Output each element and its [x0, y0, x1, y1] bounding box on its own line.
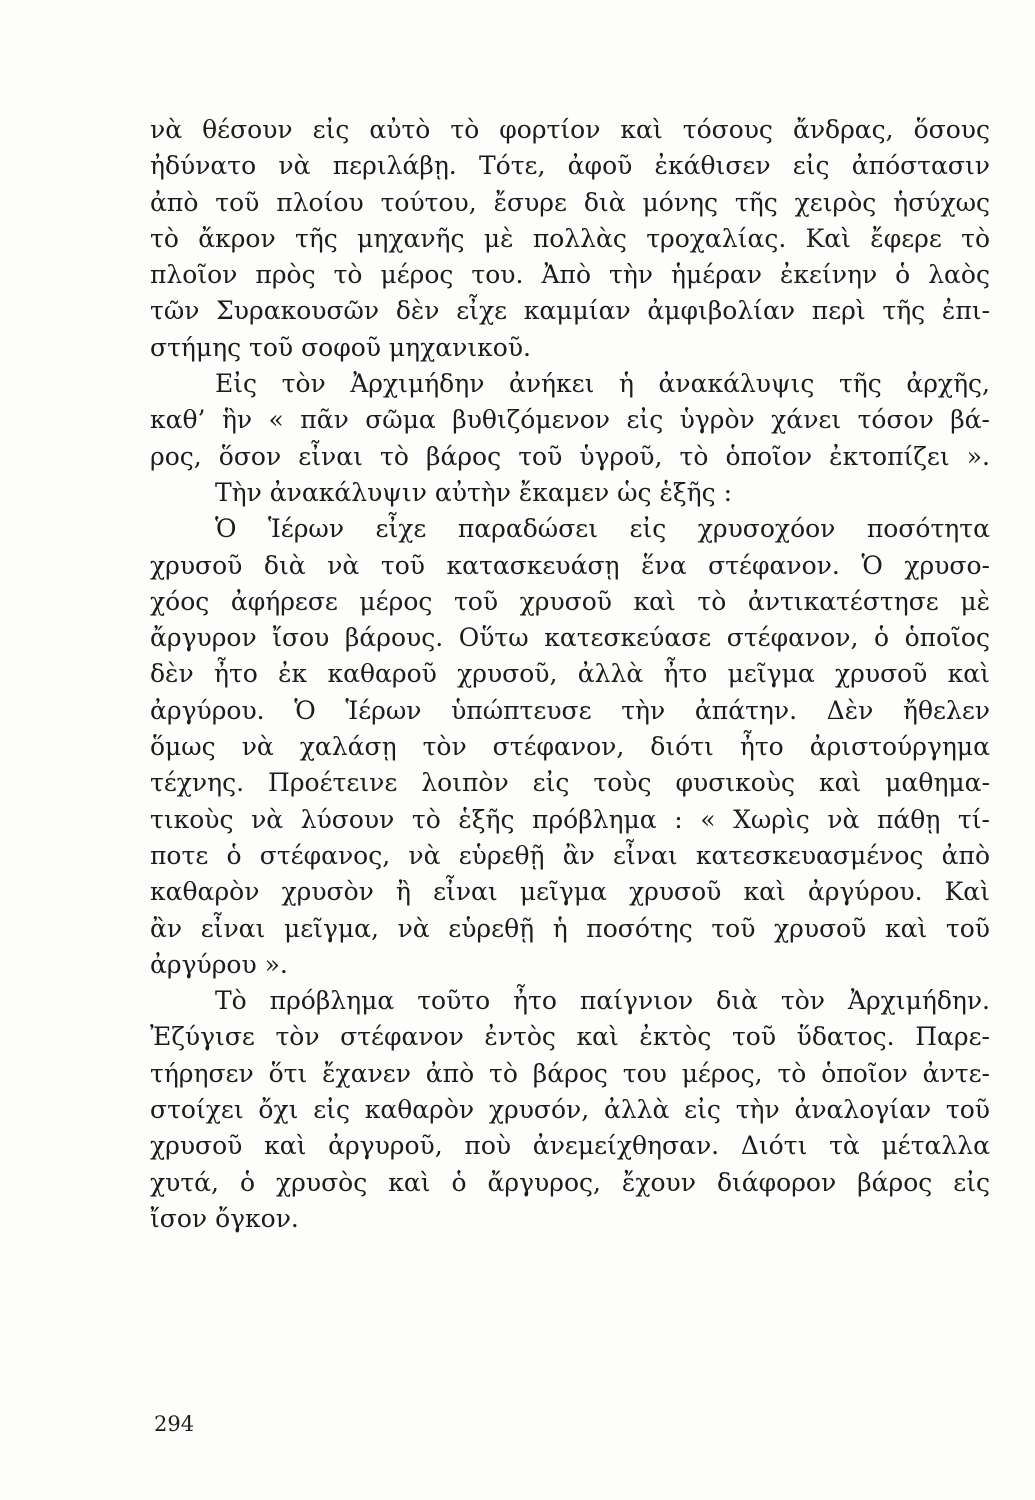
text-line: Ἐζύγισε τὸν στέφανον ἐντὸς καὶ ἐκτὸς τοῦ ὕδατος. Παρε-	[150, 1022, 990, 1052]
text-line: Εἰς τὸν Ἀρχιμήδην ἀνήκει ἡ ἀνακάλυψις τῆς ἀρχῆς,	[215, 369, 990, 399]
text-line: τὸ ἄκρον τῆς μηχανῆς μὲ πολλὰς τροχαλίας. Καὶ ἔφερε τὸ	[150, 223, 990, 253]
text-line: χυτά, ὁ χρυσὸς καὶ ὁ ἄργυρος, ἔχουν διάφορον βάρος εἰς	[150, 1167, 990, 1197]
text-line: πλοῖον πρὸς τὸ μέρος του. Ἀπὸ τὴν ἡμέραν ἐκείνην ὁ λαὸς	[150, 260, 990, 290]
text-line: ἂν εἶναι μεῖγμα, νὰ εὑρεθῇ ἡ ποσότης τοῦ χρυσοῦ καὶ τοῦ	[150, 913, 990, 943]
paragraph	[150, 366, 990, 475]
page-number: 294	[154, 1412, 195, 1436]
text-line: στοίχει ὄχι εἰς καθαρὸν χρυσόν, ἀλλὰ εἰς τὴν ἀναλογίαν τοῦ	[150, 1095, 990, 1125]
paragraph	[150, 475, 990, 511]
text-line: χόος ἀφήρεσε μέρος τοῦ χρυσοῦ καὶ τὸ ἀντικατέστησε μὲ	[150, 586, 990, 616]
paragraph	[150, 983, 990, 1237]
body-text	[150, 112, 990, 1237]
paragraph	[150, 511, 990, 983]
text-line: νὰ θέσουν εἰς αὐτὸ τὸ φορτίον καὶ τόσους ἄνδρας, ὅσους	[150, 115, 990, 144]
paragraph	[150, 112, 990, 366]
text-line: τῶν Συρακουσῶν δὲν εἶχε καμμίαν ἀμφιβολίαν περὶ τῆς ἐπι-	[150, 296, 990, 326]
text-line: ρος, ὅσον εἶναι τὸ βάρος τοῦ ὑγροῦ, τὸ ὁποῖον ἐκτοπίζει ».	[150, 441, 990, 471]
text-line: χρυσοῦ διὰ νὰ τοῦ κατασκευάσῃ ἕνα στέφανον. Ὁ χρυσο-	[150, 550, 990, 580]
text-line: ἠδύνατο νὰ περιλάβῃ. Τότε, ἀφοῦ ἐκάθισεν εἰς ἀπόστασιν	[150, 151, 990, 181]
text-line: ἀργύρου ».	[150, 949, 288, 979]
text-line: τήρησεν ὅτι ἔχανεν ἀπὸ τὸ βάρος του μέρος, τὸ ὁποῖον ἀντε-	[150, 1058, 990, 1088]
text-line: ἀργύρου. Ὁ Ἱέρων ὑπώπτευσε τὴν ἀπάτην. Δὲν ἤθελεν	[150, 695, 990, 725]
text-line: ἀπὸ τοῦ πλοίου τούτου, ἔσυρε διὰ μόνης τῆς χειρὸς ἡσύχως	[150, 187, 990, 217]
text-line: καθαρὸν χρυσὸν ἢ εἶναι μεῖγμα χρυσοῦ καὶ ἀργύρου. Καὶ	[150, 877, 990, 907]
text-line: ὅμως νὰ χαλάσῃ τὸν στέφανον, διότι ἦτο ἀριστούργημα	[150, 732, 990, 762]
text-line: ἄργυρον ἴσου βάρους. Οὕτω κατεσκεύασε στέφανον, ὁ ὁποῖος	[150, 623, 990, 653]
text-line: ἴσον ὄγκον.	[150, 1203, 299, 1233]
text-line: δὲν ἦτο ἐκ καθαροῦ χρυσοῦ, ἀλλὰ ἦτο μεῖγμα χρυσοῦ καὶ	[150, 659, 990, 689]
text-line: Ὁ Ἱέρων εἶχε παραδώσει εἰς χρυσοχόον ποσότητα	[215, 514, 990, 544]
text-line: Τὸ πρόβλημα τοῦτο ἦτο παίγνιον διὰ τὸν Ἀρχιμήδην.	[215, 986, 990, 1016]
text-line: τέχνης. Προέτεινε λοιπὸν εἰς τοὺς φυσικοὺς καὶ μαθημα-	[150, 768, 990, 798]
text-line: τικοὺς νὰ λύσουν τὸ ἑξῆς πρόβλημα : « Χωρὶς νὰ πάθῃ τί-	[150, 804, 990, 834]
text-line: καθ’ ἣν « πᾶν σῶμα βυθιζόμενον εἰς ὑγρὸν χάνει τόσον βά-	[150, 405, 990, 435]
text-line: ποτε ὁ στέφανος, νὰ εὑρεθῇ ἂν εἶναι κατεσκευασμένος ἀπὸ	[150, 840, 990, 870]
text-line: χρυσοῦ καὶ ἀργυροῦ, ποὺ ἀνεμείχθησαν. Διότι τὰ μέταλλα	[150, 1131, 990, 1161]
text-line: Τὴν ἀνακάλυψιν αὐτὴν ἔκαμεν ὡς ἑξῆς :	[215, 477, 733, 507]
text-line: στήμης τοῦ σοφοῦ μηχανικοῦ.	[150, 332, 531, 362]
